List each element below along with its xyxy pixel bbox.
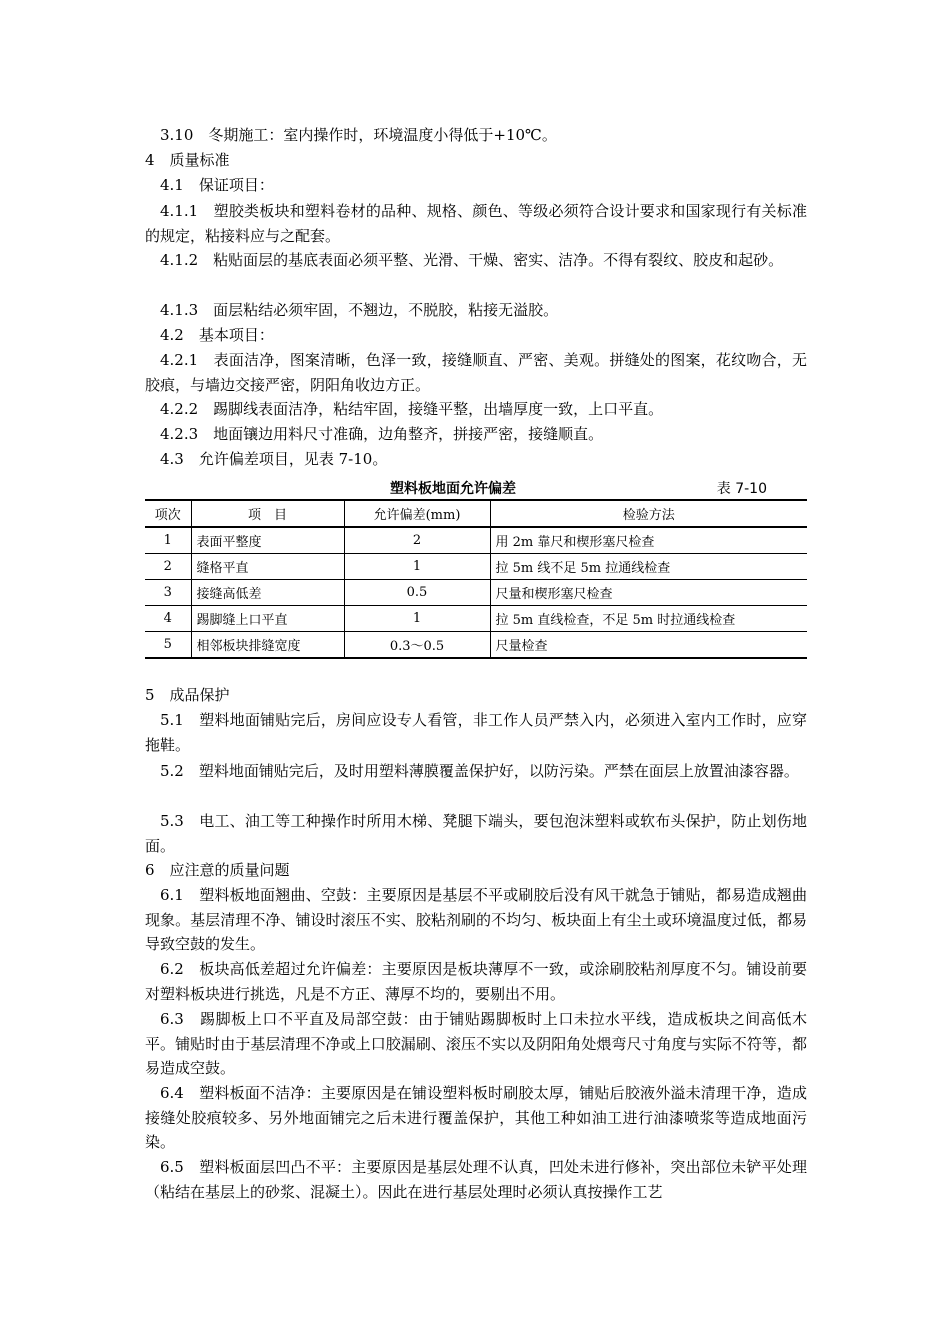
col-header-item: 项 目: [191, 500, 344, 527]
col-header-tolerance: 允许偏差(mm): [344, 500, 490, 527]
table-row: [145, 606, 807, 632]
cell-tolerance: 1: [344, 554, 490, 580]
cell-item: 缝格平直: [191, 554, 344, 580]
col-header-method: 检验方法: [490, 500, 807, 527]
cell-index: 2: [145, 554, 191, 580]
cell-index: 3: [145, 580, 191, 606]
cell-tolerance: 1: [344, 606, 490, 632]
table-title: 塑料板地面允许偏差: [390, 481, 516, 497]
para-4-2: 4.2 基本项目：: [160, 326, 274, 344]
para-6-2: 6.2 板块高低差超过允许偏差：主要原因是板块薄厚不一致，或涂刷胶粘剂厚度不匀。铺设前要对塑料板块进行挑选，凡是不方正、薄厚不均的，要剔出不用。: [145, 960, 807, 1003]
heading-4: 4 质量标准: [145, 151, 230, 169]
para-3-10: 3.10 冬期施工：室内操作时，环境温度小得低于+10℃。: [160, 126, 557, 144]
cell-tolerance: 0.5: [344, 580, 490, 606]
table-row: [145, 554, 807, 580]
table-row: [145, 527, 807, 554]
para-5-3: 5.3 电工、油工等工种操作时所用木梯、凳腿下端头，要包泡沫塑料或软布头保护，防止划伤地面。: [145, 812, 807, 855]
heading-6: 6 应注意的质量问题: [145, 861, 290, 879]
cell-index: 5: [145, 632, 191, 659]
para-6-4: 6.4 塑料板面不洁净：主要原因是在铺设塑料板时刷胶太厚，铺贴后胶液外溢未清理干净，造成接缝处胶痕较多、另外地面铺完之后未进行覆盖保护，其他工种如油工进行油漆喷浆等造成地面污染。: [145, 1084, 807, 1151]
para-4-2-3: 4.2.3 地面镶边用料尺寸准确，边角整齐，拼接严密，接缝顺直。: [160, 425, 604, 443]
cell-item: 相邻板块排缝宽度: [191, 632, 344, 659]
para-4-1-1: 4.1.1 塑胶类板块和塑料卷材的品种、规格、颜色、等级必须符合设计要求和国家现行有关标准的规定，粘接料应与之配套。: [145, 202, 807, 245]
cell-tolerance: 2: [344, 527, 490, 554]
para-6-3: 6.3 踢脚板上口不平直及局部空鼓：由于铺贴踢脚板时上口未拉水平线，造成板块之间高低木平。铺贴时由于基层清理不净或上口胶漏刷、滚压不实以及阴阳角处煨弯尺寸角度与实际不符等，都易造成空鼓。: [145, 1010, 807, 1077]
table-row: [145, 580, 807, 606]
para-4-1-3: 4.1.3 面层粘结必须牢固，不翘边，不脱胶，粘接无溢胶。: [160, 301, 559, 319]
para-6-5: 6.5 塑料板面层凹凸不平：主要原因是基层处理不认真，凹处未进行修补，突出部位未铲平处理（粘结在基层上的砂浆、混凝土）。因此在进行基层处理时必须认真按操作工艺: [145, 1158, 807, 1201]
cell-method: 拉 5m 直线检查，不足 5m 时拉通线检查: [490, 606, 807, 632]
cell-method: 尺量和楔形塞尺检查: [490, 580, 807, 606]
cell-item: 踢脚缝上口平直: [191, 606, 344, 632]
para-5-1: 5.1 塑料地面铺贴完后，房间应设专人看管，非工作人员严禁入内，必须进入室内工作时，应穿拖鞋。: [145, 711, 807, 754]
para-4-2-1: 4.2.1 表面洁净，图案清晰，色泽一致，接缝顺直、严密、美观。拼缝处的图案，花纹吻合，无胶痕，与墙边交接严密，阴阳角收边方正。: [145, 351, 807, 394]
para-4-2-2: 4.2.2 踢脚线表面洁净，粘结牢固，接缝平整，出墙厚度一致，上口平直。: [160, 400, 664, 418]
cell-method: 尺量检查: [490, 632, 807, 659]
cell-item: 表面平整度: [191, 527, 344, 554]
para-4-1-2: 4.1.2 粘贴面层的基底表面必须平整、光滑、干燥、密实、洁净。不得有裂纹、胶皮和起砂。: [160, 251, 784, 269]
table-header-row: [145, 500, 807, 527]
cell-index: 4: [145, 606, 191, 632]
para-4-1: 4.1 保证项目：: [160, 176, 274, 194]
cell-tolerance: 0.3～0.5: [344, 632, 490, 659]
table-row: [145, 632, 807, 659]
table-number: 表 7-10: [716, 481, 767, 497]
table-caption: [145, 476, 807, 498]
cell-method: 用 2m 靠尺和楔形塞尺检查: [490, 527, 807, 554]
para-5-2: 5.2 塑料地面铺贴完后，及时用塑料薄膜覆盖保护好，以防污染。严禁在面层上放置油漆容器。: [160, 762, 799, 780]
cell-item: 接缝高低差: [191, 580, 344, 606]
heading-5: 5 成品保护: [145, 686, 230, 704]
cell-method: 拉 5m 线不足 5m 拉通线检查: [490, 554, 807, 580]
para-6-1: 6.1 塑料板地面翘曲、空鼓：主要原因是基层不平或刷胶后没有风干就急于铺贴，都易造成翘曲现象。基层清理不净、铺设时滚压不实、胶粘剂刷的不均匀、板块面上有尘土或环境温度过低，都易导致空鼓的发生。: [145, 886, 807, 953]
deviation-table: [145, 499, 807, 659]
cell-index: 1: [145, 527, 191, 554]
para-4-3: 4.3 允许偏差项目，见表 7-10。: [160, 450, 388, 468]
col-header-index: 项次: [145, 500, 191, 527]
